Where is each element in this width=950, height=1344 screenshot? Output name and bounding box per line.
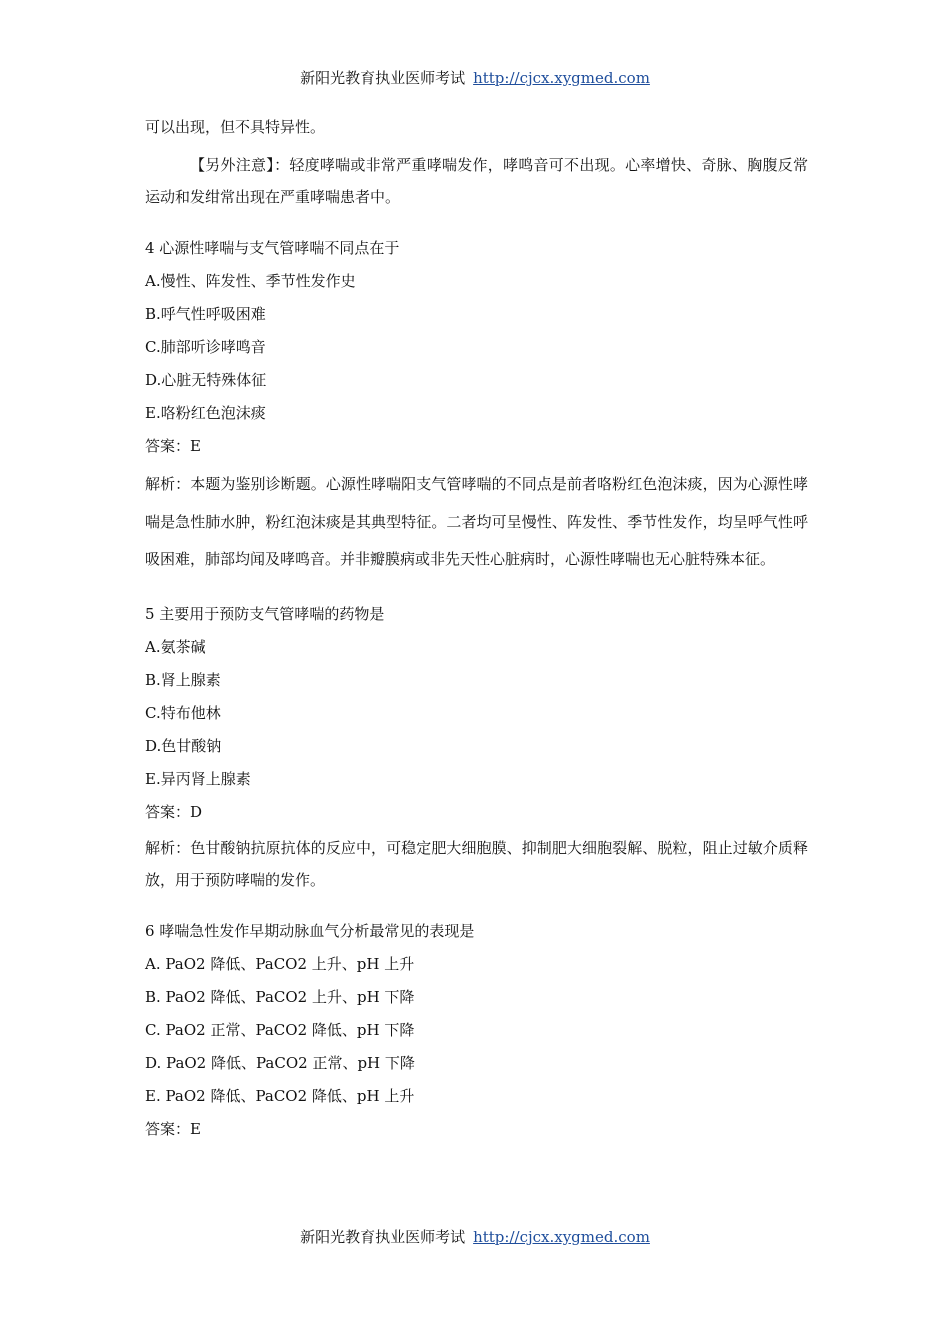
option-e: E. PaO2 降低、PaCO2 降低、pH 上升 (145, 1086, 415, 1105)
continuation-text: 可以出现，但不具特异性。 (145, 118, 326, 136)
header-url-link[interactable]: http://cjcx.xygmed.com (473, 69, 650, 87)
option-d: D.色甘酸钠 (145, 736, 222, 755)
option-a: A.慢性、阵发性、季节性发作史 (145, 272, 356, 290)
note-paragraph: 【另外注意】：轻度哮喘或非常严重哮喘发作，哮鸣音可不出现。心率增快、奇脉、胸腹反常运动和发绀常出现在严重哮喘患者中。 (145, 156, 808, 206)
option-e: E.咯粉红色泡沫痰 (145, 404, 266, 422)
question-block (145, 918, 808, 1149)
answer: 答案：D (145, 802, 203, 821)
header-site-name: 新阳光教育执业医师考试 (300, 69, 466, 87)
option-c: C.特布他林 (145, 703, 221, 722)
option-d: D.心脏无特殊体征 (145, 371, 267, 389)
option-c: C. PaO2 正常、PaCO2 降低、pH 下降 (145, 1020, 415, 1039)
question-stem: 5 主要用于预防支气管哮喘的药物是 (145, 604, 385, 623)
option-b: B.肾上腺素 (145, 670, 221, 689)
footer-url-link[interactable]: http://cjcx.xygmed.com (473, 1228, 650, 1246)
option-c: C.肺部听诊哮鸣音 (145, 338, 266, 356)
option-a: A. PaO2 降低、PaCO2 上升、pH 上升 (145, 954, 415, 973)
page-footer (0, 1227, 950, 1247)
option-d: D. PaO2 降低、PaCO2 正常、pH 下降 (145, 1053, 415, 1072)
question-block (145, 601, 808, 896)
footer-site-name: 新阳光教育执业医师考试 (300, 1228, 466, 1246)
explanation: 解析：本题为鉴别诊断题。心源性哮喘阳支气管哮喘的不同点是前者咯粉红色泡沫痰，因为心源性哮喘是急性肺水肿，粉红泡沫痰是其典型特征。二者均可呈慢性、阵发性、季节性发作，均呈呼气性呼吸困难，肺部均闻及哮鸣音。并非瓣膜病或非先天性心脏病时，心源性哮喘也无心脏特殊本征。 (145, 475, 808, 568)
explanation: 解析：色甘酸钠抗原抗体的反应中，可稳定肥大细胞膜、抑制肥大细胞裂解、脱粒，阻止过敏介质释放，用于预防哮喘的发作。 (145, 838, 808, 889)
answer: 答案：E (145, 437, 201, 455)
option-e: E.异丙肾上腺素 (145, 769, 251, 788)
question-block (145, 235, 808, 579)
answer: 答案：E (145, 1119, 201, 1138)
option-b: B. PaO2 降低、PaCO2 上升、pH 下降 (145, 987, 415, 1006)
option-b: B.呼气性呼吸困难 (145, 305, 266, 323)
option-a: A.氨茶碱 (145, 637, 206, 656)
page-header (0, 68, 950, 88)
document-body (145, 114, 808, 1149)
question-stem: 6 哮喘急性发作早期动脉血气分析最常见的表现是 (145, 921, 475, 940)
question-stem: 4 心源性哮喘与支气管哮喘不同点在于 (145, 239, 400, 257)
